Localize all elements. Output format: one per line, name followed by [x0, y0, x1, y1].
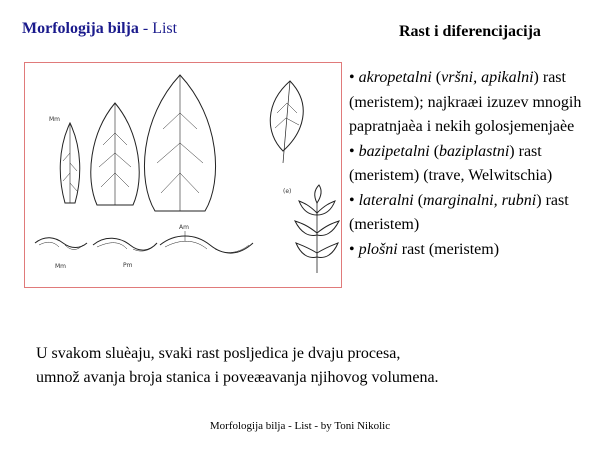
list-item: • lateralni (marginalni, rubni) rast (meristem)	[349, 191, 569, 233]
summary-line-2: umnož avanja broja stanica i poveæavanja njihovog volumena.	[36, 369, 439, 386]
list-item: • bazipetalni (baziplastni) rast (meristem) (trave, Welwitschia)	[349, 142, 553, 184]
title-subject: Morfologija bilja	[22, 20, 139, 37]
cross-section-2	[93, 238, 157, 250]
figure-label-mm-left: Mm	[49, 116, 61, 123]
footer-credit: Morfologija bilja - List - by Toni Nikolic	[209, 420, 391, 432]
summary-line-1: U svakom sluèaju, svaki rast posljedica je dvaju procesa,	[36, 345, 401, 362]
figure-label-pm: Pm	[123, 262, 133, 269]
list-item: • plošni rast (meristem)	[349, 240, 500, 258]
growth-types-list	[349, 66, 589, 262]
page-title	[22, 20, 177, 38]
summary-paragraph	[36, 342, 576, 390]
leaf-growth-figure	[24, 62, 342, 288]
cross-section-3	[160, 236, 253, 253]
figure-label-am: Am	[179, 224, 189, 231]
list-item: • akropetalni (vršni, apikalni) rast (meristem); najkraæi izuzev mnogih papratnjaèa i nekih golosjemenjaèe	[349, 69, 582, 135]
figure-label-mm-bottom: Mm	[55, 263, 67, 270]
title-topic: List	[152, 20, 178, 37]
section-title: Rast i diferencijacija	[399, 23, 541, 40]
title-separator: -	[138, 20, 153, 37]
cross-section-1	[35, 238, 87, 248]
figure-label-e: (e)	[283, 188, 292, 195]
leaf-growth-drawing	[25, 63, 341, 287]
